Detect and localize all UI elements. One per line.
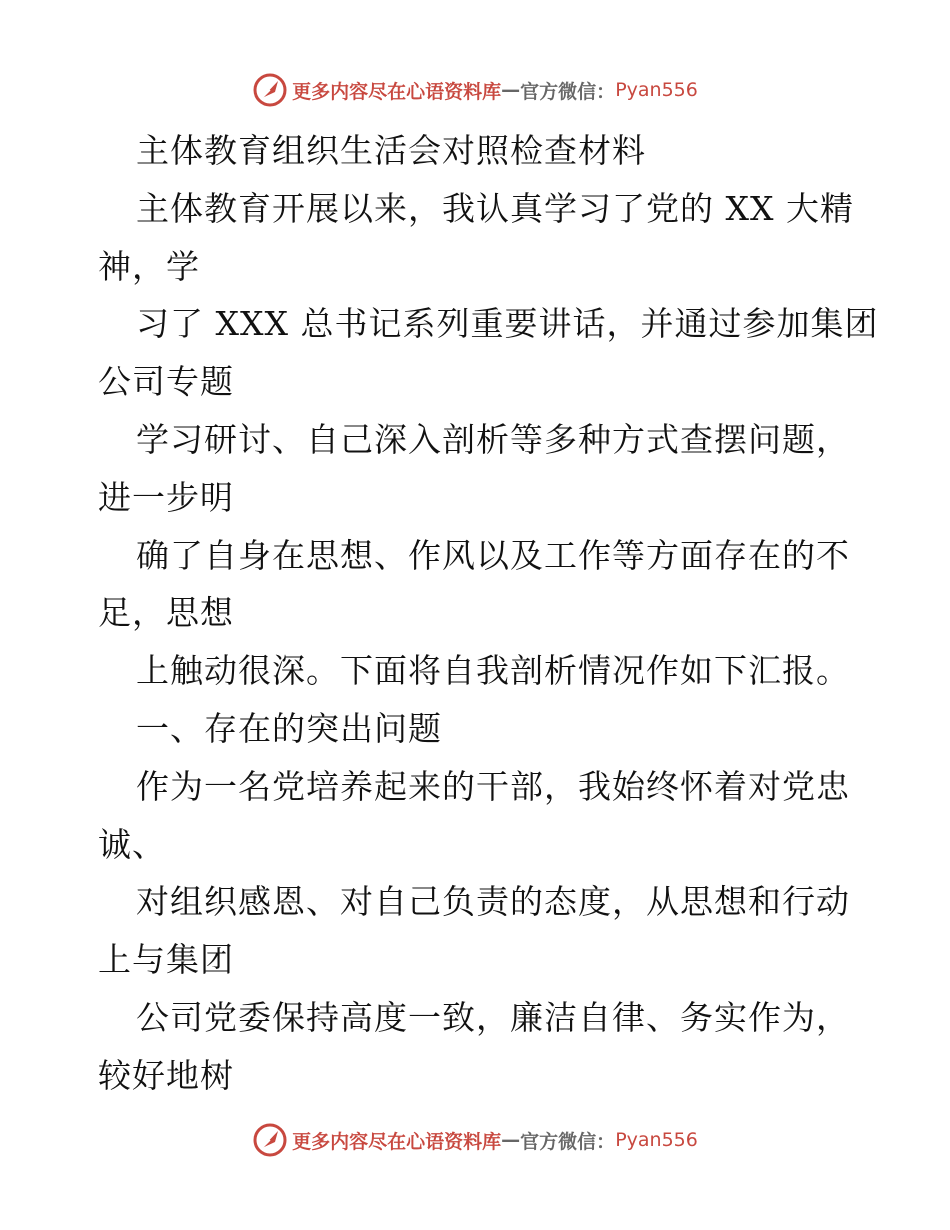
document-body bbox=[98, 122, 879, 1105]
header-banner bbox=[0, 70, 950, 110]
banner-main-text: 更多内容尽在心语资料库 bbox=[292, 1130, 502, 1153]
banner-secondary-text: 官方微信： bbox=[520, 80, 616, 103]
text-line: 神，学 bbox=[98, 246, 200, 286]
text-line: 作为一名党培养起来的干部，我始终怀着对党忠 bbox=[136, 766, 850, 806]
text-line: 习了 XXX 总书记系列重要讲话，并通过参加集团 bbox=[136, 304, 879, 344]
banner-wechat-id: Pyan556 bbox=[615, 79, 698, 101]
text-line: 上与集团 bbox=[98, 940, 234, 980]
banner-dash: — bbox=[501, 79, 521, 101]
text-line: 上触动很深。下面将自我剖析情况作如下汇报。 bbox=[136, 651, 850, 691]
text-line: 较好地树 bbox=[98, 1055, 234, 1095]
banner-secondary-text: 官方微信： bbox=[520, 1130, 616, 1153]
text-line: 进一步明 bbox=[98, 477, 234, 517]
text-line: 主体教育开展以来，我认真学习了党的 XX 大精 bbox=[136, 188, 854, 228]
banner-dash: — bbox=[501, 1129, 521, 1151]
text-line: 确了自身在思想、作风以及工作等方面存在的不 bbox=[136, 535, 850, 575]
quill-pen-circle-icon bbox=[252, 72, 288, 108]
text-line: 学习研讨、自己深入剖析等多种方式查摆问题， bbox=[136, 419, 850, 459]
text-line: 一、存在的突出问题 bbox=[136, 708, 442, 748]
text-line: 公司专题 bbox=[98, 362, 234, 402]
quill-pen-circle-icon bbox=[252, 1122, 288, 1158]
text-line: 足，思想 bbox=[98, 593, 234, 633]
banner-wechat-id: Pyan556 bbox=[615, 1129, 698, 1151]
banner-main-text: 更多内容尽在心语资料库 bbox=[292, 80, 502, 103]
text-line: 公司党委保持高度一致，廉洁自律、务实作为， bbox=[136, 997, 850, 1037]
text-line: 诚、 bbox=[98, 824, 166, 864]
text-line: 主体教育组织生活会对照检查材料 bbox=[136, 131, 646, 170]
text-line: 对组织感恩、对自己负责的态度，从思想和行动 bbox=[136, 882, 850, 922]
footer-banner bbox=[0, 1120, 950, 1160]
